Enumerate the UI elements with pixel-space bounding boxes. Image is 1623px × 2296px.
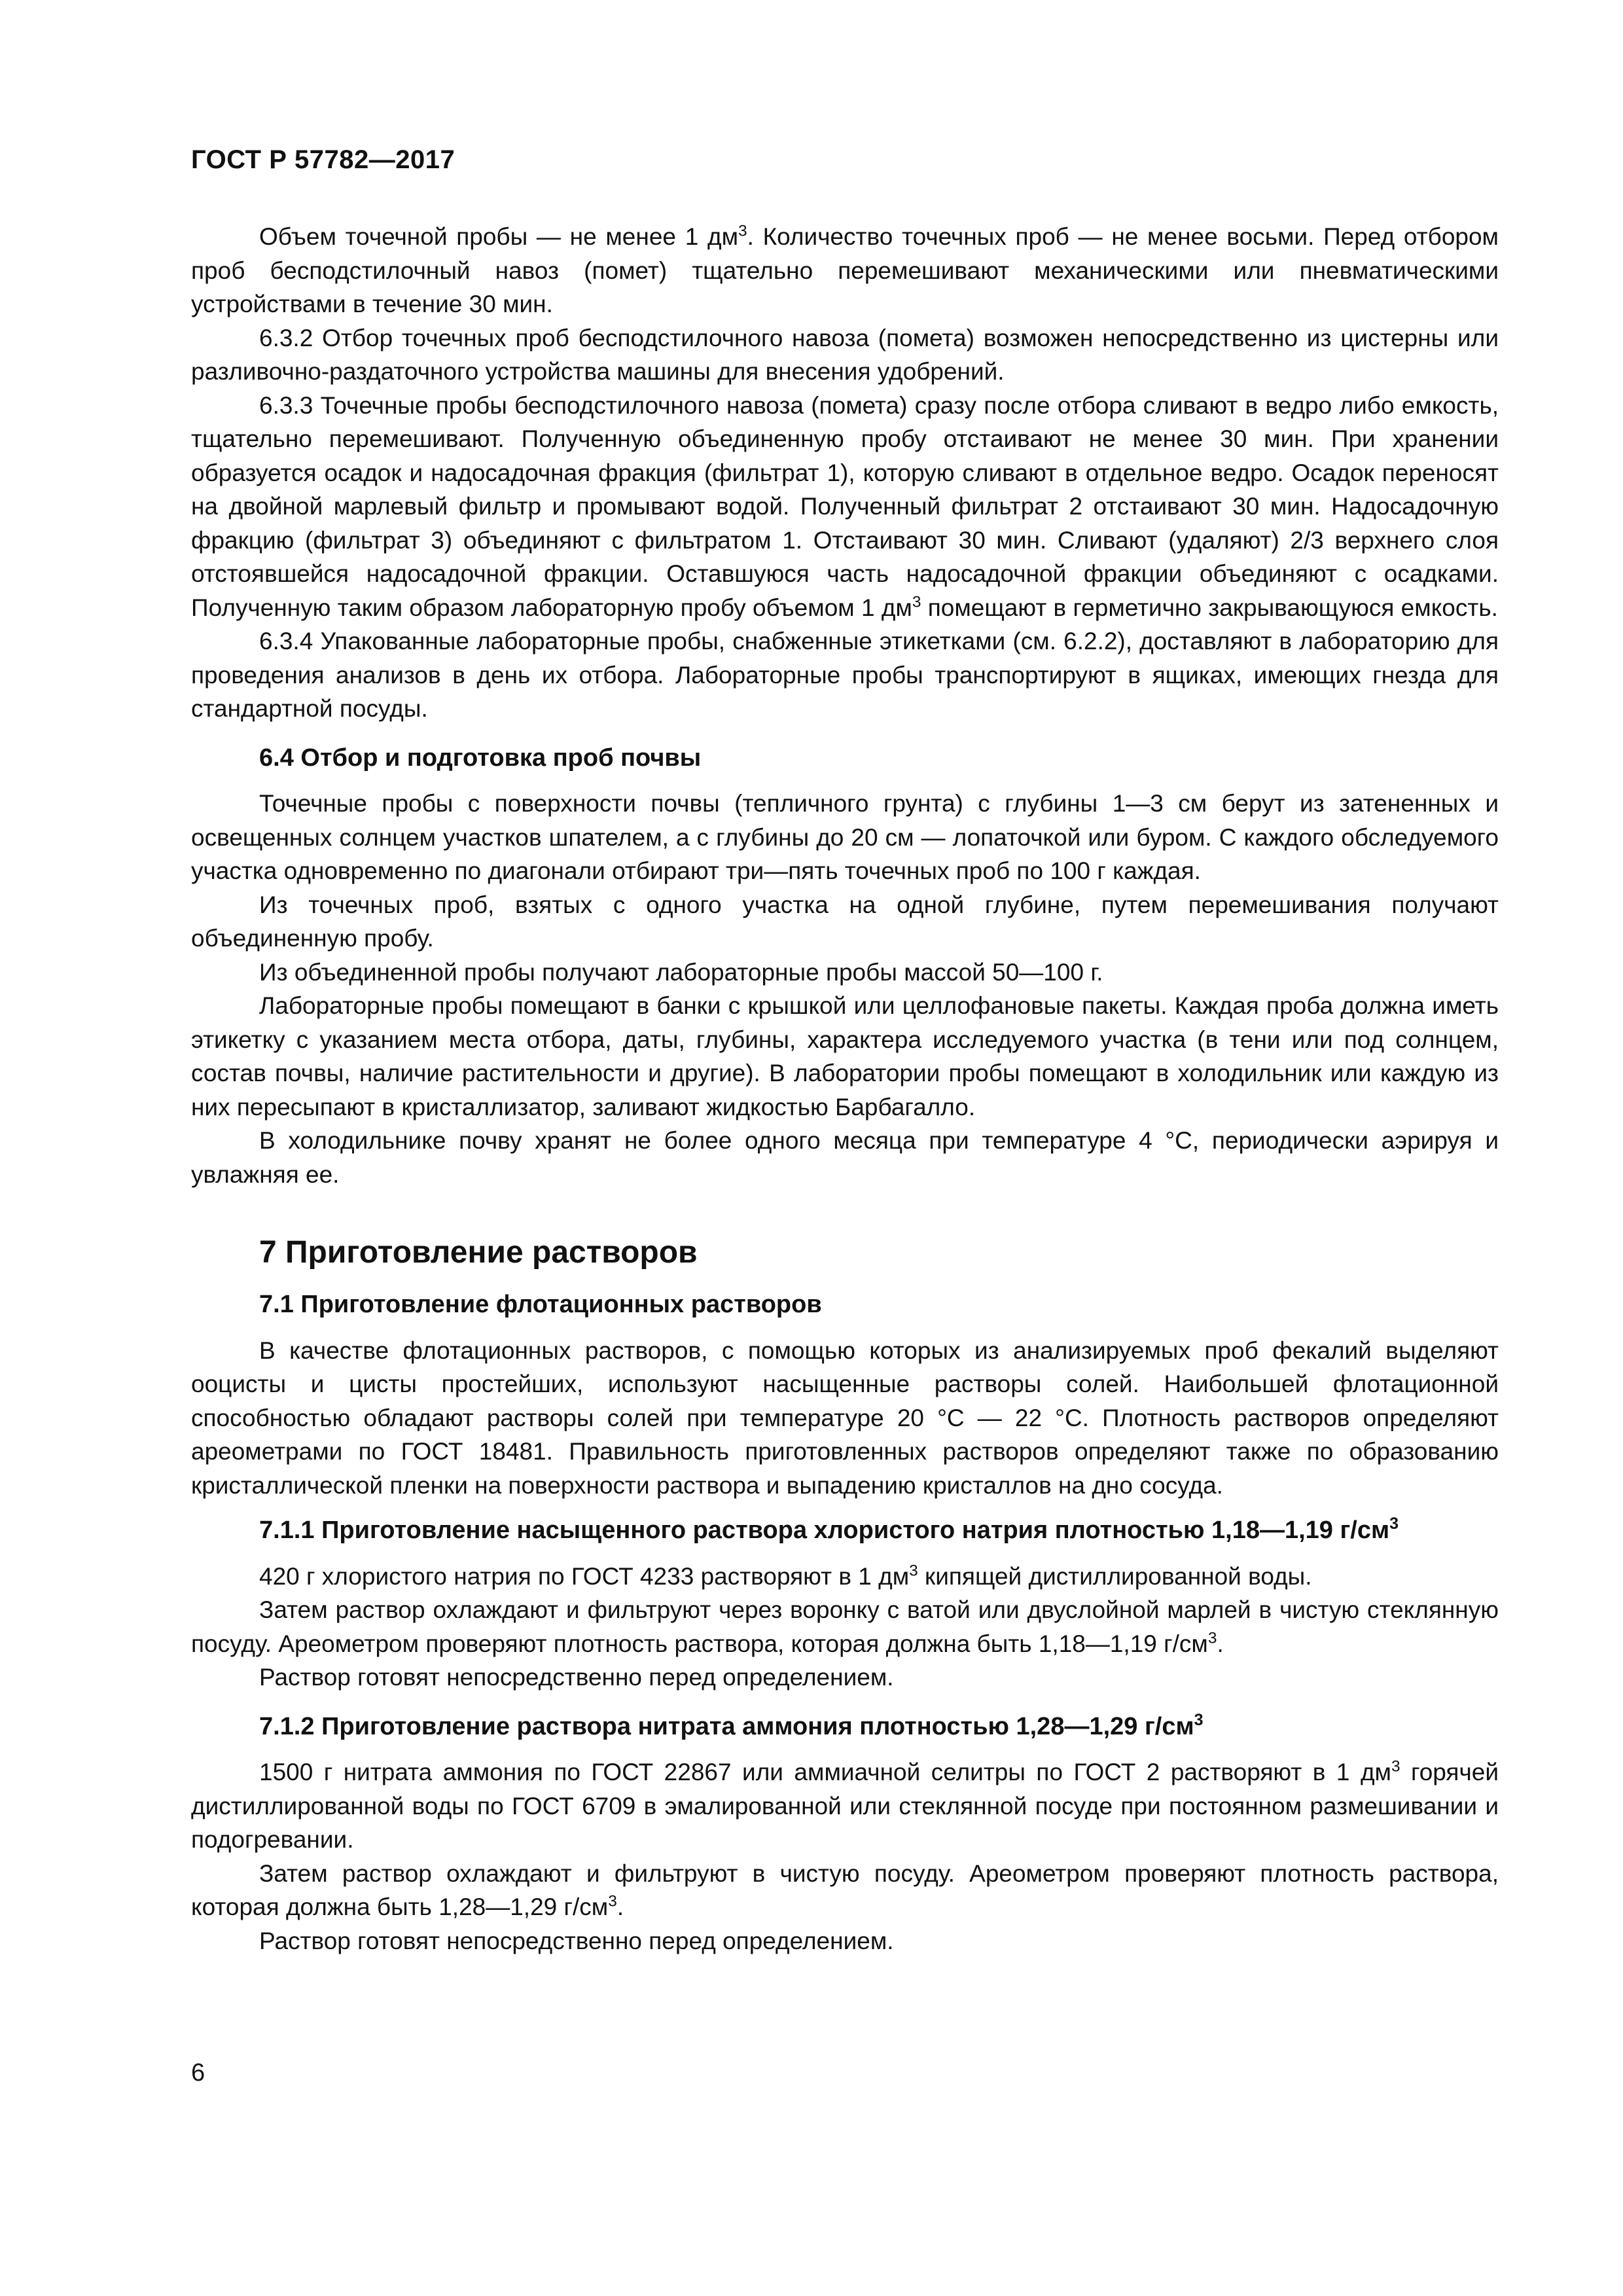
document-header: ГОСТ Р 57782—2017 (191, 145, 455, 174)
paragraph (191, 956, 1499, 990)
text-run: Лабораторные пробы помещают в банки с крышкой или целлофановые пакеты. Каждая проба должна иметь этикетку с указанием места отбора, даты, глубины, характера исследуемого участка (в тени или под солнцем, состав почвы, наличие растительности и другие). В лаборатории пробы помещают в холодильник или каждую из них пересыпают в кристаллизатор, заливают жидкостью Барбагалло. (191, 992, 1499, 1121)
paragraph (191, 389, 1499, 625)
superscript: 3 (1194, 1710, 1204, 1729)
text-run: . (1217, 1630, 1224, 1657)
paragraph (191, 1124, 1499, 1191)
text-run: горячей дистиллированной воды по ГОСТ 6709 в эмалированной или стеклянной посуде при постоянном размешивании и подогревании. (191, 1759, 1499, 1853)
text-run: 7 Приготовление растворов (259, 1235, 698, 1270)
subsection-heading (191, 1514, 1499, 1548)
superscript: 3 (1389, 1515, 1399, 1534)
text-run: Объем точечной пробы — не менее 1 дм (259, 223, 739, 250)
paragraph (191, 1560, 1499, 1594)
superscript: 3 (912, 593, 921, 611)
superscript: 3 (1391, 1757, 1400, 1776)
text-run: В холодильнике почву хранят не более одного месяца при температуре 4 °С, периодически аэрируя и увлажняя ее. (191, 1127, 1499, 1188)
page-number: 6 (191, 2059, 205, 2087)
paragraph (191, 888, 1499, 956)
text-run: 6.3.4 Упакованные лабораторные пробы, снабженные этикетками (см. 6.2.2), доставляют в лабораторию для проведения анализов в день их отбора. Лабораторные пробы транспортируют в ящиках, имеющих гнезда для стандартной посуды. (191, 628, 1499, 722)
text-run: 6.3.2 Отбор точечных проб бесподстилочного навоза (помета) возможен непосредственно из цистерны или разливочно-раздаточного устройства машины для внесения удобрений. (191, 324, 1499, 385)
subsection-heading (191, 742, 1499, 776)
superscript: 3 (608, 1892, 617, 1910)
paragraph (191, 1334, 1499, 1503)
text-run: Из объединенной пробы получают лабораторные пробы массой 50—100 г. (259, 958, 1103, 986)
text-run: 7.1.1 Приготовление насыщенного раствора хлористого натрия плотностью 1,18—1,19 г/см (259, 1516, 1390, 1544)
paragraph (191, 624, 1499, 726)
text-run: 7.1 Приготовление флотационных растворов (259, 1291, 822, 1318)
text-run: 7.1.2 Приготовление раствора нитрата аммония плотностью 1,28—1,29 г/см (259, 1712, 1194, 1740)
text-run: В качестве флотационных растворов, с помощью которых из анализируемых проб фекалий выделяют ооцисты и цисты простейших, используют насыщенные растворы солей. Наибольшей флотационной способностью обладают растворы солей при температуре 20 °С — 22 °С. Плотность растворов определяют ареометрами по ГОСТ 18481. Правильность приготовленных растворов определяют также по образованию кристаллической пленки на поверхности раствора и выпадению кристаллов на дно сосуда. (191, 1336, 1499, 1499)
paragraph (191, 1755, 1499, 1857)
text-run: 6.3.3 Точечные пробы бесподстилочного навоза (помета) сразу после отбора сливают в ведро либо емкость, тщательно перемешивают. Полученную объединенную пробу отстаивают не менее 30 мин. При хранении образуется осадок и надосадочная фракция (фильтрат 1), которую сливают в отдельное ведро. Осадок переносят на двойной марлевый фильтр и промывают водой. Полученный фильтрат 2 отстаивают 30 мин. Надосадочную фракцию (фильтрат 3) объединяют с фильтратом 1. Отстаивают 30 мин. Сливают (удаляют) 2/3 верхнего слоя отстоявшейся надосадочной фракции. Оставшуюся часть надосадочной фракции объединяют с осадками. Полученную таким образом лабораторную пробу объемом 1 дм (191, 391, 1499, 621)
paragraph (191, 321, 1499, 389)
paragraph (191, 1593, 1499, 1660)
text-run: 420 г хлористого натрия по ГОСТ 4233 растворяют в 1 дм (259, 1562, 910, 1590)
text-run: . Количество точечных проб — не менее восьми. Перед отбором проб бесподстилочный навоз (помет) тщательно перемешивают механическими или пневматическими устройствами в течение 30 мин. (191, 223, 1499, 317)
document-body (191, 220, 1499, 1958)
text-run: Точечные пробы с поверхности почвы (тепличного грунта) с глубины 1—3 см берут из затененных и освещенных солнцем участков шпателем, а с глубины до 20 см — лопаточкой или буром. С каждого обследуемого участка одновременно по диагонали отбирают три—пять точечных проб по 100 г каждая. (191, 790, 1499, 884)
paragraph (191, 1660, 1499, 1695)
subsection-heading (191, 1710, 1499, 1744)
text-run: Раствор готовят непосредственно перед определением. (259, 1664, 894, 1691)
text-run: помещают в герметично закрывающуюся емкость. (921, 594, 1498, 621)
paragraph (191, 989, 1499, 1124)
paragraph (191, 1857, 1499, 1924)
text-run: Затем раствор охлаждают и фильтруют в чистую посуду. Ареометром проверяют плотность раствора, которая должна быть 1,28—1,29 г/см (191, 1859, 1499, 1920)
text-run: Из точечных проб, взятых с одного участка на одной глубине, путем перемешивания получают объединенную пробу. (191, 891, 1499, 952)
superscript: 3 (738, 222, 747, 240)
text-run: 6.4 Отбор и подготовка проб почвы (259, 744, 702, 772)
paragraph (191, 1924, 1499, 1958)
text-run: Раствор готовят непосредственно перед определением. (259, 1927, 894, 1954)
section-heading (191, 1233, 1499, 1272)
paragraph (191, 787, 1499, 888)
text-run: . (616, 1893, 624, 1920)
subsection-heading (191, 1288, 1499, 1322)
text-run: 1500 г нитрата аммония по ГОСТ 22867 или аммиачной селитры по ГОСТ 2 растворяют в 1 дм (259, 1759, 1391, 1785)
paragraph (191, 220, 1499, 321)
text-run: кипящей дистиллированной воды. (918, 1562, 1312, 1590)
superscript: 3 (909, 1562, 918, 1580)
text-run: Затем раствор охлаждают и фильтруют через воронку с ватой или двуслойной марлей в чистую стеклянную посуду. Ареометром проверяют плотность раствора, которая должна быть 1,18—1,19 г/см (191, 1596, 1499, 1657)
superscript: 3 (1207, 1629, 1217, 1647)
